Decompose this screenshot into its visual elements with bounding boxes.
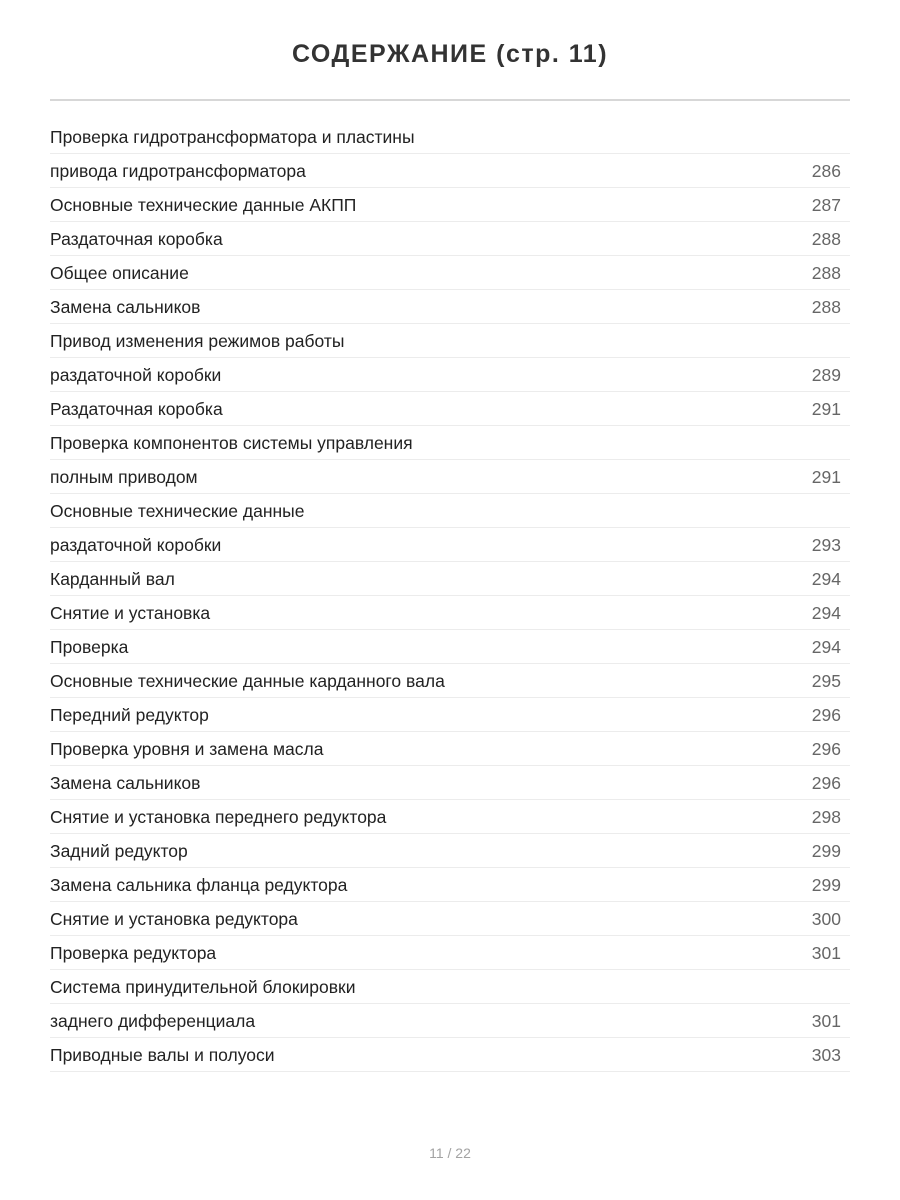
toc-entry-page: 291 xyxy=(811,399,841,419)
toc-row xyxy=(50,426,850,460)
toc-row xyxy=(50,392,850,426)
toc-entry-label: заднего дифференциала xyxy=(50,1011,256,1031)
toc-entry-label: Передний редуктор xyxy=(50,705,209,725)
toc-row xyxy=(50,290,850,324)
toc-entry-label: Снятие и установка переднего редуктора xyxy=(50,807,387,827)
toc-entry-page: 300 xyxy=(811,909,841,929)
toc-entry-page: 291 xyxy=(811,467,841,487)
toc-row xyxy=(50,154,850,188)
toc-entry-page: 299 xyxy=(811,841,841,861)
toc-row xyxy=(50,188,850,222)
title-divider xyxy=(50,99,850,101)
toc-entry-label: Приводные валы и полуоси xyxy=(50,1045,275,1065)
toc-entry-page: 288 xyxy=(811,297,841,317)
toc-entry-page: 298 xyxy=(811,807,841,827)
toc-entry-page: 303 xyxy=(811,1045,841,1065)
toc-entry-label: Раздаточная коробка xyxy=(50,399,223,419)
toc-row xyxy=(50,664,850,698)
toc-row xyxy=(50,902,850,936)
toc-entry-page: 296 xyxy=(811,773,841,793)
page-title: СОДЕРЖАНИЕ (стр. 11) xyxy=(291,40,609,68)
toc-row xyxy=(50,868,850,902)
toc-entry-page: 296 xyxy=(811,705,841,725)
toc-entry-label: Раздаточная коробка xyxy=(50,229,223,249)
toc-row xyxy=(50,630,850,664)
table-of-contents xyxy=(50,120,850,1072)
toc-row xyxy=(50,766,850,800)
toc-row xyxy=(50,222,850,256)
toc-entry-label: Замена сальников xyxy=(50,773,201,793)
toc-entry-label: раздаточной коробки xyxy=(50,365,222,385)
page-number: 11 / 22 xyxy=(429,1145,471,1161)
toc-entry-label: Общее описание xyxy=(50,263,189,283)
toc-row xyxy=(50,596,850,630)
toc-entry-page: 293 xyxy=(811,535,841,555)
toc-entry-page: 296 xyxy=(811,739,841,759)
toc-entry-label: Проверка xyxy=(50,637,129,657)
toc-entry-label: Снятие и установка xyxy=(50,603,211,623)
toc-row xyxy=(50,936,850,970)
toc-entry-label: раздаточной коробки xyxy=(50,535,222,555)
toc-row xyxy=(50,970,850,1004)
toc-entry-label: Проверка уровня и замена масла xyxy=(50,739,324,759)
toc-entry-label: Система принудительной блокировки xyxy=(50,977,356,997)
toc-row xyxy=(50,800,850,834)
toc-row xyxy=(50,358,850,392)
toc-entry-page: 295 xyxy=(811,671,841,691)
toc-entry-page: 287 xyxy=(811,195,841,215)
toc-row xyxy=(50,120,850,154)
toc-row xyxy=(50,732,850,766)
toc-entry-label: Основные технические данные карданного вала xyxy=(50,671,445,691)
toc-row xyxy=(50,562,850,596)
toc-entry-page: 289 xyxy=(811,365,841,385)
toc-entry-label: Замена сальника фланца редуктора xyxy=(50,875,348,895)
toc-entry-label: привода гидротрансформатора xyxy=(50,161,306,181)
toc-entry-label: Проверка компонентов системы управления xyxy=(50,433,413,453)
toc-entry-label: Привод изменения режимов работы xyxy=(50,331,345,351)
toc-entry-label: Проверка редуктора xyxy=(50,943,217,963)
toc-entry-label: Задний редуктор xyxy=(50,841,188,861)
toc-entry-label: Основные технические данные xyxy=(50,501,305,521)
toc-entry-page: 286 xyxy=(811,161,841,181)
toc-entry-label: Проверка гидротрансформатора и пластины xyxy=(50,127,415,147)
toc-entry-page: 301 xyxy=(811,943,841,963)
toc-row xyxy=(50,324,850,358)
toc-row xyxy=(50,528,850,562)
toc-row xyxy=(50,698,850,732)
toc-entry-label: Основные технические данные АКПП xyxy=(50,195,357,215)
toc-entry-page: 301 xyxy=(811,1011,841,1031)
toc-entry-label: Снятие и установка редуктора xyxy=(50,909,298,929)
toc-row xyxy=(50,460,850,494)
toc-entry-page: 294 xyxy=(811,603,841,623)
toc-entry-label: Карданный вал xyxy=(50,569,175,589)
toc-row xyxy=(50,494,850,528)
toc-entry-page: 288 xyxy=(811,263,841,283)
toc-entry-page: 288 xyxy=(811,229,841,249)
toc-entry-page: 294 xyxy=(811,569,841,589)
toc-entry-page: 299 xyxy=(811,875,841,895)
toc-entry-label: Замена сальников xyxy=(50,297,201,317)
toc-entry-page: 294 xyxy=(811,637,841,657)
toc-row xyxy=(50,1004,850,1038)
toc-row xyxy=(50,834,850,868)
toc-row xyxy=(50,1038,850,1072)
toc-entry-label: полным приводом xyxy=(50,467,198,487)
toc-row xyxy=(50,256,850,290)
